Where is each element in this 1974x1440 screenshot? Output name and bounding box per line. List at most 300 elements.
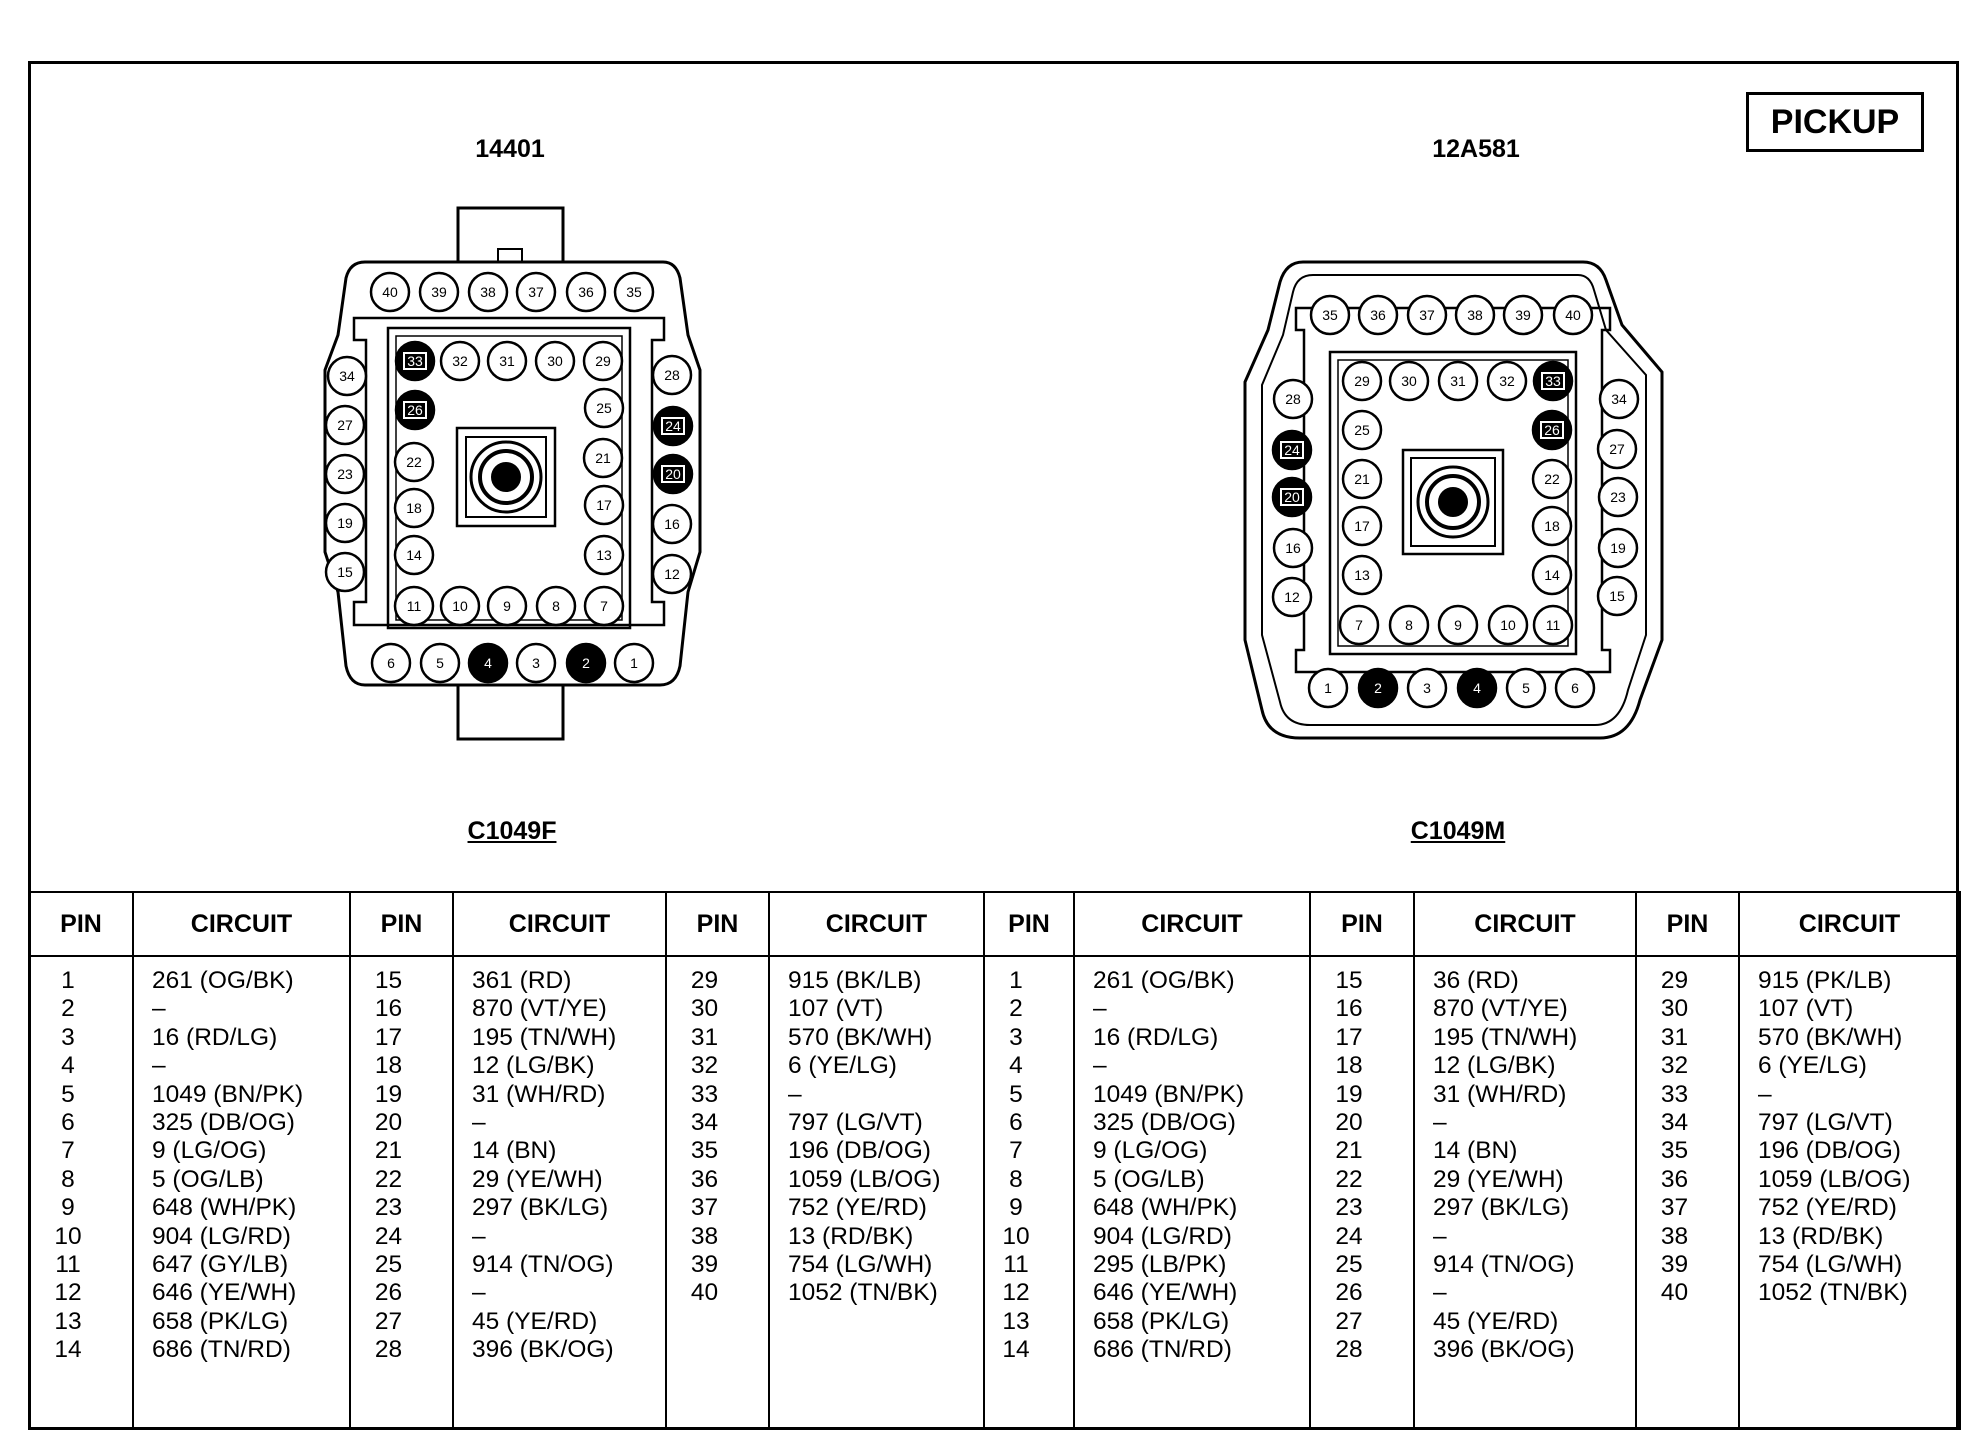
circuit-cell: – [152,1052,166,1080]
pin-cell: 25 [374,1250,403,1278]
pin-column [1636,956,1739,1429]
pin-4 [1458,669,1496,707]
circuit-column [133,956,350,1429]
circuit-cell: 754 (LG/WH) [1758,1250,1903,1278]
pin-9 [488,587,526,625]
pin-cell: 32 [1660,1052,1689,1080]
circuit-cell: 107 (VT) [1758,995,1854,1023]
pin-22 [1533,460,1571,498]
pin-number: 4 [484,655,492,671]
pin-number: 30 [1401,373,1417,389]
pin-32 [1488,362,1526,400]
pin-number: 31 [1450,373,1466,389]
column-header: PIN [350,892,453,956]
pin-35 [615,273,653,311]
pin-cell: 15 [374,967,403,994]
circuit-cell: – [1433,1222,1447,1250]
table-header-row [29,892,1960,956]
pin-18 [1533,507,1571,545]
circuit-cell: 31 (WH/RD) [1433,1080,1567,1108]
pin-36 [1359,296,1397,334]
pin-33 [396,342,434,380]
pin-column [984,956,1074,1429]
pin-cell: 27 [374,1307,403,1335]
pin-number: 31 [499,353,515,369]
pin-cell: 4 [1009,1052,1023,1080]
pin-cell: 39 [1660,1250,1689,1278]
pin-number: 1 [1324,680,1332,696]
pin-36 [567,273,605,311]
circuit-column [453,956,666,1429]
pin-5 [421,644,459,682]
pin-number: 40 [1565,307,1581,323]
circuit-cell: 325 (DB/OG) [1093,1108,1236,1136]
pin-11 [1534,606,1572,644]
pin-number: 9 [503,598,511,614]
pin-cell: 36 [1660,1165,1689,1193]
column-header: CIRCUIT [133,892,350,956]
pin-17 [1343,507,1381,545]
pin-25 [585,389,623,427]
circuit-cell: 686 (TN/RD) [152,1336,291,1364]
pin-cell: 38 [1660,1222,1689,1250]
circuit-cell: 646 (YE/WH) [152,1279,297,1307]
pin-1 [615,644,653,682]
circuit-cell: 107 (VT) [788,995,884,1023]
pin-number: 34 [1611,391,1627,407]
pin-number: 4 [1473,680,1481,696]
pin-29 [1343,362,1381,400]
pin-30 [1390,362,1428,400]
circuit-cell: 5 (OG/LB) [1093,1165,1205,1193]
pin-cell: 25 [1335,1250,1363,1278]
pin-28 [653,356,691,394]
circuit-cell: 904 (LG/RD) [1093,1222,1232,1250]
pin-column [666,956,769,1429]
pin-5 [1507,669,1545,707]
circuit-cell: 36 (RD) [1433,967,1519,994]
circuit-cell: 870 (VT/YE) [1433,995,1568,1023]
circuit-cell: – [472,1108,486,1136]
pin-number: 16 [1285,540,1301,556]
pin-14 [395,536,433,574]
pin-cell: 40 [1660,1279,1689,1307]
pin-number: 26 [1544,422,1560,438]
circuit-column [769,956,984,1429]
column-header: PIN [1310,892,1414,956]
pin-cell: 5 [1009,1080,1023,1108]
pin-19 [326,504,364,542]
circuit-cell: – [472,1279,486,1307]
pin-33 [1534,362,1572,400]
circuit-cell: 6 (YE/LG) [1758,1052,1867,1080]
circuit-cell: 914 (TN/OG) [472,1250,614,1278]
pin-cell: 23 [1335,1194,1363,1222]
pin-number: 6 [387,655,395,671]
column-header: CIRCUIT [769,892,984,956]
pin-cell: 22 [1335,1165,1363,1193]
circuit-cell: – [472,1222,486,1250]
pin-cell: 7 [1009,1137,1023,1165]
pin-3 [1408,669,1446,707]
pin-16 [653,505,691,543]
pin-27 [326,406,364,444]
pin-cell: 31 [690,1023,719,1051]
circuit-cell: 14 (BN) [472,1137,557,1165]
pin-column [29,956,133,1429]
pin-number: 22 [406,454,422,470]
pin-cell: 17 [374,1023,403,1051]
circuit-cell: – [1758,1080,1772,1108]
pin-24 [654,407,692,445]
pin-cell: 22 [374,1165,403,1193]
circuit-cell: 797 (LG/VT) [788,1108,923,1136]
pin-37 [1408,296,1446,334]
pin-cell: 8 [1009,1165,1023,1193]
pin-18 [395,489,433,527]
pin-cell: 17 [1335,1023,1363,1051]
pin-cell: 33 [690,1080,719,1108]
pin-38 [1456,296,1494,334]
pin-10 [1489,606,1527,644]
pin-8 [1390,606,1428,644]
circuit-cell: 261 (OG/BK) [1093,967,1235,994]
pin-35 [1311,296,1349,334]
circuit-cell: 915 (BK/LB) [788,967,922,994]
pin-number: 19 [337,515,353,531]
circuit-cell: 29 (YE/WH) [1433,1165,1564,1193]
pin-cell: 30 [1660,995,1689,1023]
column-header: CIRCUIT [453,892,666,956]
pin-cell: 7 [61,1137,75,1165]
pin-26 [1533,411,1571,449]
pin-number: 21 [595,450,611,466]
pin-number: 17 [1354,518,1370,534]
circuit-cell: 658 (PK/LG) [1093,1307,1230,1335]
column-header: PIN [1636,892,1739,956]
pin-6 [372,644,410,682]
pin-number: 1 [630,655,638,671]
pin-number: 2 [1374,680,1382,696]
pin-cell: 1 [61,967,75,994]
circuit-cell: – [1433,1108,1447,1136]
circuit-column [1414,956,1636,1429]
pin-number: 8 [1405,617,1413,633]
circuit-cell: 45 (YE/RD) [1433,1307,1559,1335]
circuit-cell: 297 (BK/LG) [1433,1194,1570,1222]
circuit-cell: 1059 (LB/OG) [788,1165,941,1193]
pin-cell: 21 [1335,1137,1363,1165]
pin-number: 18 [1544,518,1560,534]
pin-cell: 4 [61,1052,75,1080]
pin-cell: 20 [374,1108,403,1136]
pin-number: 17 [596,497,612,513]
pin-cell: 24 [374,1222,403,1250]
pin-12 [1273,578,1311,616]
pin-number: 11 [406,598,422,614]
pin-cell: 2 [61,995,75,1023]
circuit-cell: 29 (YE/WH) [472,1165,603,1193]
pin-cell: 6 [1009,1108,1023,1136]
pin-cell: 40 [690,1279,719,1307]
column-header: PIN [984,892,1074,956]
column-header: PIN [666,892,769,956]
pin-number: 28 [1285,391,1301,407]
pin-cell: 33 [1660,1080,1689,1108]
pin-cell: 29 [690,967,719,994]
pin-cell: 21 [374,1137,403,1165]
pin-cell: 14 [1002,1336,1030,1364]
pin-number: 7 [600,598,608,614]
pin-number: 40 [382,284,398,300]
circuit-cell: 570 (BK/WH) [788,1023,933,1051]
pin-13 [1343,556,1381,594]
circuit-column [1739,956,1960,1429]
pin-40 [1554,296,1592,334]
pin-7 [585,587,623,625]
pin-number: 37 [528,284,544,300]
pin-number: 26 [407,402,423,418]
pin-cell: 29 [1660,967,1689,994]
pin-34 [1600,380,1638,418]
circuit-cell: – [152,995,166,1023]
pin-32 [441,342,479,380]
circuit-cell: 16 (RD/LG) [1093,1023,1219,1051]
circuit-cell: 9 (LG/OG) [1093,1137,1208,1165]
pin-number: 13 [596,547,612,563]
pin-1 [1309,669,1347,707]
pin-30 [536,342,574,380]
pin-number: 5 [436,655,444,671]
column-header: CIRCUIT [1414,892,1636,956]
pin-cell: 13 [54,1307,82,1335]
circuit-cell: 647 (GY/LB) [152,1250,289,1278]
pin-number: 14 [1544,567,1560,583]
pin-number: 19 [1610,540,1626,556]
pin-number: 27 [1609,441,1625,457]
circuit-cell: 648 (WH/PK) [152,1194,297,1222]
pin-number: 35 [626,284,642,300]
pin-8 [537,587,575,625]
pin-number: 36 [578,284,594,300]
circuit-cell: 325 (DB/OG) [152,1108,295,1136]
pin-number: 33 [1545,373,1561,389]
circuit-cell: 752 (YE/RD) [788,1194,927,1222]
circuit-cell: 797 (LG/VT) [1758,1108,1893,1136]
circuit-cell: 1049 (BN/PK) [1093,1080,1245,1108]
pin-number: 25 [596,400,612,416]
pin-28 [1274,380,1312,418]
circuit-cell: 9 (LG/OG) [152,1137,267,1165]
pin-25 [1343,411,1381,449]
pin-29 [584,342,622,380]
pin-2 [1359,669,1397,707]
pin-cell: 16 [374,995,403,1023]
pin-cell: 34 [690,1108,719,1136]
pin-20 [1273,478,1311,516]
pin-number: 28 [664,367,680,383]
circuit-cell: 904 (LG/RD) [152,1222,291,1250]
pin-cell: 30 [690,995,719,1023]
pin-27 [1598,430,1636,468]
pin-cell: 38 [690,1222,719,1250]
connector-2-part-number: 12A581 [1432,135,1520,163]
pin-cell: 12 [54,1279,82,1307]
pin-number: 12 [664,566,680,582]
pin-cell: 11 [55,1250,81,1278]
column-header: CIRCUIT [1739,892,1960,956]
pin-cell: 6 [61,1108,75,1136]
pin-22 [395,443,433,481]
pin-cell: 35 [1660,1137,1689,1165]
pin-number: 32 [1499,373,1515,389]
pin-number: 38 [1467,307,1483,323]
pin-cell: 9 [61,1194,75,1222]
pin-number: 23 [337,466,353,482]
pin-3 [517,644,555,682]
pin-cell: 14 [54,1336,82,1364]
pin-20 [654,455,692,493]
pin-number: 34 [339,368,355,384]
pin-number: 33 [407,353,423,369]
pin-number: 22 [1544,471,1560,487]
pin-number: 13 [1354,567,1370,583]
pin-6 [1556,669,1594,707]
pin-37 [517,273,555,311]
pin-17 [585,486,623,524]
pin-number: 20 [665,466,681,482]
pin-number: 21 [1354,471,1370,487]
circuit-cell: 870 (VT/YE) [472,995,607,1023]
column-header: CIRCUIT [1074,892,1310,956]
pin-number: 39 [431,284,447,300]
pin-31 [1439,362,1477,400]
pin-9 [1439,606,1477,644]
pin-number: 3 [1423,680,1431,696]
pin-15 [1598,577,1636,615]
pin-number: 20 [1284,489,1300,505]
pin-number: 35 [1322,307,1338,323]
pin-13 [585,536,623,574]
pin-number: 12 [1284,589,1300,605]
pin-21 [584,439,622,477]
circuit-cell: – [1093,995,1107,1023]
pin-cell: 12 [1002,1279,1030,1307]
pin-cell: 10 [54,1222,82,1250]
circuit-cell: 13 (RD/BK) [788,1222,914,1250]
pin-column [1310,956,1414,1429]
pin-number: 10 [452,598,468,614]
pin-24 [1273,431,1311,469]
circuit-cell: 295 (LB/PK) [1093,1250,1227,1278]
pin-cell: 3 [1009,1023,1023,1051]
pin-cell: 18 [1335,1052,1363,1080]
circuit-cell: 195 (TN/WH) [472,1023,617,1051]
pin-16 [1274,529,1312,567]
pin-2 [567,644,605,682]
pin-number: 27 [337,417,353,433]
pin-number: 3 [532,655,540,671]
pin-cell: 31 [1660,1023,1689,1051]
pin-number: 38 [480,284,496,300]
pin-cell: 28 [1335,1336,1363,1364]
pin-number: 32 [452,353,468,369]
circuit-cell: 196 (DB/OG) [1758,1137,1901,1165]
pin-number: 16 [664,516,680,532]
pin-cell: 26 [374,1279,403,1307]
pin-number: 6 [1571,680,1579,696]
circuit-cell: 5 (OG/LB) [152,1165,264,1193]
pin-cell: 27 [1335,1307,1363,1335]
pin-number: 29 [595,353,611,369]
circuit-cell: 1052 (TN/BK) [788,1279,938,1307]
pin-cell: 3 [61,1023,75,1051]
circuit-column [1074,956,1310,1429]
circuit-cell: 754 (LG/WH) [788,1250,933,1278]
pin-12 [653,555,691,593]
pin-number: 5 [1522,680,1530,696]
pin-number: 36 [1370,307,1386,323]
circuit-cell: – [788,1080,802,1108]
pin-31 [488,342,526,380]
circuit-cell: 646 (YE/WH) [1093,1279,1238,1307]
pin-cell: 37 [1660,1194,1689,1222]
circuit-cell: 12 (LG/BK) [472,1052,595,1080]
circuit-cell: 1059 (LB/OG) [1758,1165,1911,1193]
pin-cell: 35 [690,1137,719,1165]
pin-26 [396,391,434,429]
circuit-cell: 13 (RD/BK) [1758,1222,1884,1250]
pin-cell: 2 [1009,995,1023,1023]
circuit-cell: 752 (YE/RD) [1758,1194,1897,1222]
circuit-cell: – [1093,1052,1107,1080]
pin-38 [469,273,507,311]
pin-number: 18 [406,500,422,516]
pin-column [350,956,453,1429]
pin-cell: 36 [690,1165,719,1193]
pin-cell: 18 [374,1052,403,1080]
pin-cell: 13 [1002,1307,1030,1335]
pin-number: 25 [1354,422,1370,438]
table-body-row [29,956,1960,1429]
circuit-cell: 658 (PK/LG) [152,1307,289,1335]
pin-cell: 11 [1003,1250,1029,1278]
pin-10 [441,587,479,625]
connector-1-part-number: 14401 [475,135,545,163]
pin-number: 29 [1354,373,1370,389]
circuit-cell: 1052 (TN/BK) [1758,1279,1908,1307]
circuit-cell: 648 (WH/PK) [1093,1194,1238,1222]
circuit-cell: 297 (BK/LG) [472,1194,609,1222]
connector-1-code: C1049F [467,817,557,845]
pin-39 [420,273,458,311]
pin-23 [1599,478,1637,516]
circuit-cell: 570 (BK/WH) [1758,1023,1903,1051]
pin-number: 24 [1284,442,1300,458]
pin-number: 37 [1419,307,1435,323]
circuit-cell: 914 (TN/OG) [1433,1250,1575,1278]
circuit-cell: 361 (RD) [472,967,572,994]
pin-23 [326,455,364,493]
pin-7 [1340,606,1378,644]
pin-19 [1599,529,1637,567]
pin-cell: 23 [374,1194,403,1222]
circuit-cell: 686 (TN/RD) [1093,1336,1232,1364]
pin-number: 8 [552,598,560,614]
pin-number: 9 [1454,617,1462,633]
pin-cell: 10 [1002,1222,1030,1250]
circuit-cell: 14 (BN) [1433,1137,1518,1165]
